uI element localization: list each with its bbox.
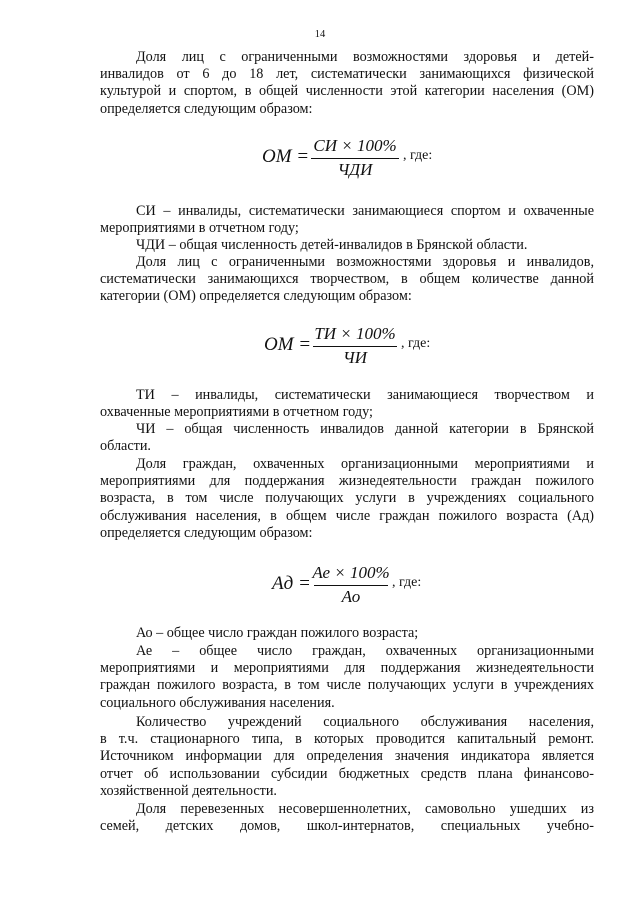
text-line: Ае – общее число граждан, охваченных организационными bbox=[136, 643, 594, 659]
text-line: мероприятиями для поддержания жизнедеятельности граждан пожилого bbox=[100, 473, 594, 490]
text-line: мероприятиями и мероприятиями для поддержания жизнедеятельности bbox=[100, 660, 594, 677]
formula-lhs: ОМ = bbox=[264, 334, 312, 355]
page-number: 14 bbox=[314, 29, 326, 40]
text-line: хозяйственной деятельности. bbox=[100, 782, 277, 799]
paragraph-ae-definition bbox=[100, 643, 594, 712]
text-line: ТИ – инвалиды, систематически занимающиеся творчеством и bbox=[136, 387, 594, 403]
formula-fraction bbox=[309, 135, 401, 181]
paragraph-om-sport-intro bbox=[100, 49, 594, 118]
text-line: ЧДИ – общая численность детей-инвалидов в Брянской области. bbox=[136, 237, 528, 253]
text-line: Источником информации для определения значения индикатора является bbox=[100, 748, 594, 765]
formula-lhs: Ад = bbox=[272, 573, 311, 594]
text-line: граждан пожилого возраста, в том числе получающих услуги в учреждениях bbox=[100, 677, 594, 694]
text-line: инвалидов от 6 до 18 лет, систематически занимающихся физической bbox=[100, 66, 594, 83]
formula-numerator: Ае × 100% bbox=[312, 563, 390, 582]
text-line: охваченные мероприятиями в отчетном году; bbox=[100, 404, 373, 421]
text-line: СИ – инвалиды, систематически занимающиеся спортом и охваченные bbox=[136, 203, 594, 219]
text-line: культурой и спортом, в общей численности этой категории населения (ОМ) bbox=[100, 83, 594, 100]
paragraph-ad-intro bbox=[100, 456, 594, 542]
text-line: ЧИ – общая численность инвалидов данной категории в Брянской bbox=[136, 421, 594, 437]
paragraph-chdi-definition bbox=[100, 237, 594, 254]
formula-lhs: ОМ = bbox=[262, 146, 310, 167]
paragraph-si-definition bbox=[100, 203, 594, 237]
text-line: области. bbox=[100, 438, 151, 455]
formula-denominator: ЧДИ bbox=[337, 160, 373, 179]
text-line: категории (ОМ) определяется следующим образом: bbox=[100, 288, 412, 305]
formula-suffix: , где: bbox=[401, 336, 431, 351]
paragraph-om-creativity-intro bbox=[100, 254, 594, 306]
text-line: Доля лиц с ограниченными возможностями здоровья и детей- bbox=[136, 49, 594, 65]
formula-ad bbox=[272, 562, 492, 612]
formula-om-creativity bbox=[264, 323, 484, 373]
paragraph-minors bbox=[100, 801, 594, 835]
formula-fraction bbox=[311, 323, 399, 369]
paragraph-ti-definition bbox=[100, 387, 594, 421]
text-line: Доля лиц с ограниченными возможностями здоровья и инвалидов, bbox=[136, 254, 594, 270]
text-line: Доля перевезенных несовершеннолетних, самовольно ушедших из bbox=[136, 801, 594, 817]
formula-numerator: СИ × 100% bbox=[313, 136, 397, 155]
formula-denominator: Ао bbox=[341, 587, 361, 606]
text-line: отчет об использовании субсидии бюджетных средств плана финансово- bbox=[100, 765, 594, 782]
formula-fraction bbox=[312, 562, 390, 608]
formula-denominator: ЧИ bbox=[343, 348, 367, 367]
formula-om-sport bbox=[262, 135, 482, 185]
paragraph-institutions bbox=[100, 714, 594, 800]
text-line: семей, детских домов, школ-интернатов, специальных учебно- bbox=[100, 818, 594, 835]
paragraph-ao-definition bbox=[100, 625, 594, 642]
text-line: определяется следующим образом: bbox=[100, 100, 313, 117]
formula-suffix: , где: bbox=[392, 575, 422, 590]
text-line: Количество учреждений социального обслуживания населения, bbox=[136, 714, 594, 730]
text-line: Доля граждан, охваченных организационными мероприятиями и bbox=[136, 456, 594, 472]
formula-suffix: , где: bbox=[403, 148, 433, 163]
text-line: систематически занимающихся творчеством, в общем количестве данной bbox=[100, 271, 594, 288]
text-line: в т.ч. стационарного типа, в которых проводится капитальный ремонт. bbox=[100, 731, 594, 748]
text-line: определяется следующим образом: bbox=[100, 524, 313, 541]
text-line: Ао – общее число граждан пожилого возраста; bbox=[136, 625, 419, 641]
formula-numerator: ТИ × 100% bbox=[314, 324, 396, 343]
text-line: мероприятиями в отчетном году; bbox=[100, 220, 299, 237]
text-line: возраста, в том числе получающих услуги в учреждениях социального bbox=[100, 490, 594, 507]
text-line: социального обслуживания населения. bbox=[100, 694, 335, 711]
paragraph-chi-definition bbox=[100, 421, 594, 455]
text-line: обслуживания населения, в общем числе граждан пожилого возраста (Ад) bbox=[100, 507, 594, 524]
